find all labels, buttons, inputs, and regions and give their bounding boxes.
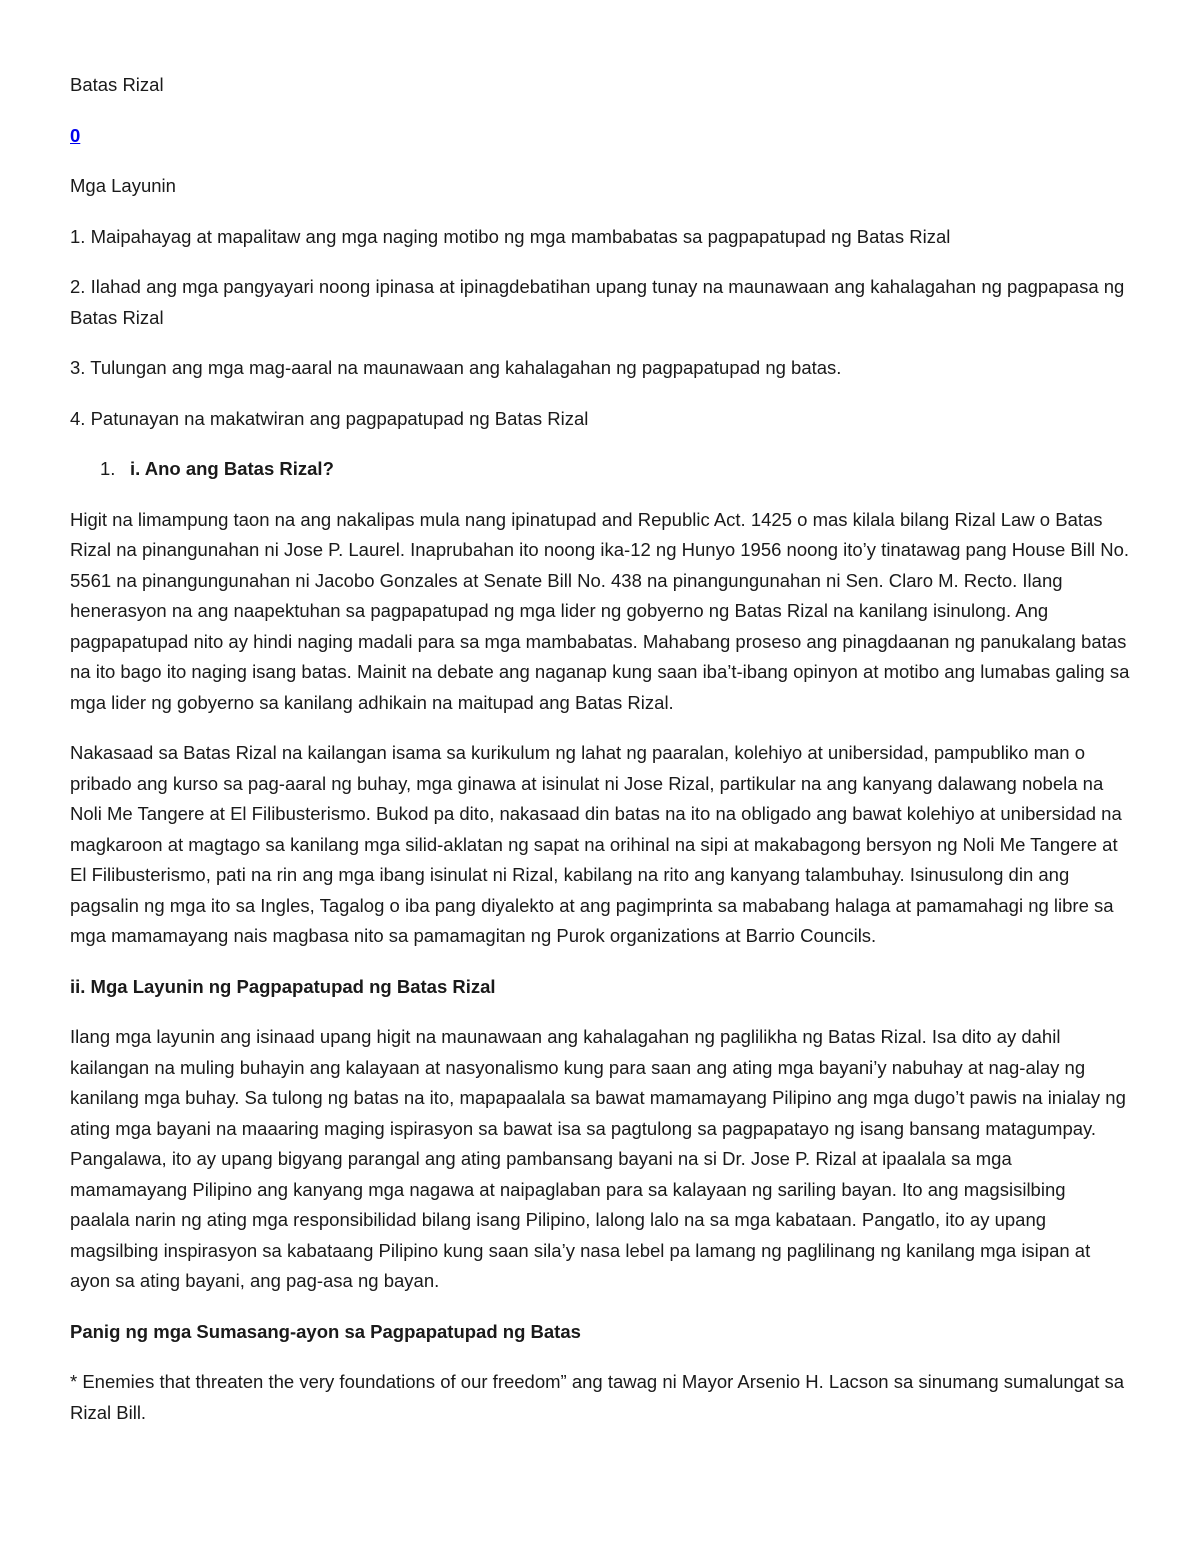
objective-4: 4. Patunayan na makatwiran ang pagpapatupad ng Batas Rizal (70, 407, 589, 429)
list-number: 1. (100, 458, 116, 479)
section-1-paragraph-2: Nakasaad sa Batas Rizal na kailangan isama sa kurikulum ng lahat ng paaralan, kolehiyo at unibersidad, pampubliko man o pribado ang kurso sa pag-aaral ng buhay, mga ginawa at isinulat ni Jose Rizal, partikular na ang kanyang dalawang nobela na Noli Me Tangere at El Filibusterismo. Bukod pa dito, nakasaad din batas na ito na obligado ang bawat kolehiyo at unibersidad na magkaroon at magtago sa kanilang mga silid-aklatan ng sapat na orihinal na sipi at makabagong bersyon ng Noli Me Tangere at El Filibusterismo, pati na rin ang mga ibang isinulat ni Rizal, kabilang na rito ang kanyang talambuhay. Isinusulong din ang pagsalin ng mga ito sa Ingles, Tagalog o iba pang diyalekto at ang pagimprinta sa mababang halaga at pamamahagi ng libre sa mga mamamayang nais magbasa nito sa pamamagitan ng Purok organizations at Barrio Councils. (70, 742, 1122, 946)
objective-1: 1. Maipahayag at mapalitaw ang mga naging motibo ng mga mambabatas sa pagpapatupad ng Batas Rizal (70, 225, 951, 247)
objectives-heading: Mga Layunin (70, 175, 176, 196)
section-3-heading: Panig ng mga Sumasang-ayon sa Pagpapatupad ng Batas (70, 1320, 581, 1342)
section-2-paragraph: Ilang mga layunin ang isinaad upang higit na maunawaan ang kahalagahan ng paglilikha ng Batas Rizal. Isa dito ay dahil kailangan na muling buhayin ang kalayaan at nasyonalismo kung para saan ang ating mga bayani’y nabuhay at nag-alay ng kanilang mga buhay. Sa tulong ng batas na ito, mapapaalala sa bawat mamamayang Pilipino ang mga dugo’t pawis na inialay ng ating mga bayani na maaaring maging ispirasyon sa bawat isa sa pagtulong sa pagpapatayo ng isang bansang matagumpay. Pangalawa, ito ay upang bigyang parangal ang ating pambansang bayani na si Dr. Jose P. Rizal at ipaalala sa mga mamamayang Pilipino ang kanyang mga nagawa at naipaglaban para sa kalayaan ng sariling bayan. Ito ang magsisilbing paalala narin ng ating mga responsibilidad bilang isang Pilipino, lalong lalo na sa mga kabataan. Pangatlo, ito ay upang magsilbing inspirasyon sa kabataang Pilipino kung saan sila’y nasa lebel pa lamang ng paglilinang ng kanilang mga isipan at ayon sa ating bayani, ang pag-asa ng bayan. (70, 1026, 1126, 1291)
section-1-list (70, 454, 1130, 485)
section-3-paragraph: * Enemies that threaten the very foundations of our freedom” ang tawag ni Mayor Arsenio H. Lacson sa sinumang sumalungat sa Rizal Bill. (70, 1371, 1125, 1423)
section-1-heading: i. Ano ang Batas Rizal? (130, 458, 334, 479)
document-title: Batas Rizal (70, 74, 164, 95)
link-paragraph (70, 121, 1130, 152)
objective-3: 3. Tulungan ang mga mag-aaral na maunawaan ang kahalagahan ng pagpapatupad ng batas. (70, 357, 842, 378)
section-1-list-item (70, 454, 1130, 485)
section-1-paragraph-1: Higit na limampung taon na ang nakalipas mula nang ipinatupad and Republic Act. 1425 o mas kilala bilang Rizal Law o Batas Rizal na pinangunahan ni Jose P. Laurel. Inaprubahan ito noong ika-12 ng Hunyo 1956 noong ito’y tinatawag pang House Bill No. 5561 na pinangungunahan ni Jacobo Gonzales at Senate Bill No. 438 na pinangungunahan ni Sen. Claro M. Recto. Ilang henerasyon na ang naapektuhan sa pagpapatupad ng mga lider ng gobyerno ng Batas Rizal na kanilang isinulong. Ang pagpapatupad nito ay hindi naging madali para sa mga mambabatas. Mahabang proseso ang pinagdaanan ng panukalang batas na ito bago ito naging isang batas. Mainit na debate ang naganap kung saan iba’t-ibang opinyon at motibo ang lumabas galing sa mga lider ng gobyerno sa kanilang adhikain na maitupad ang Batas Rizal. (70, 508, 1130, 713)
section-2-heading: ii. Mga Layunin ng Pagpapatupad ng Batas Rizal (70, 975, 496, 997)
comment-count-link[interactable]: 0 (70, 124, 81, 146)
objective-2: 2. Ilahad ang mga pangyayari noong ipinasa at ipinagdebatihan upang tunay na maunawaan ang kahalagahan ng pagpapasa ng Batas Rizal (70, 276, 1125, 328)
document-page (70, 70, 1130, 1448)
